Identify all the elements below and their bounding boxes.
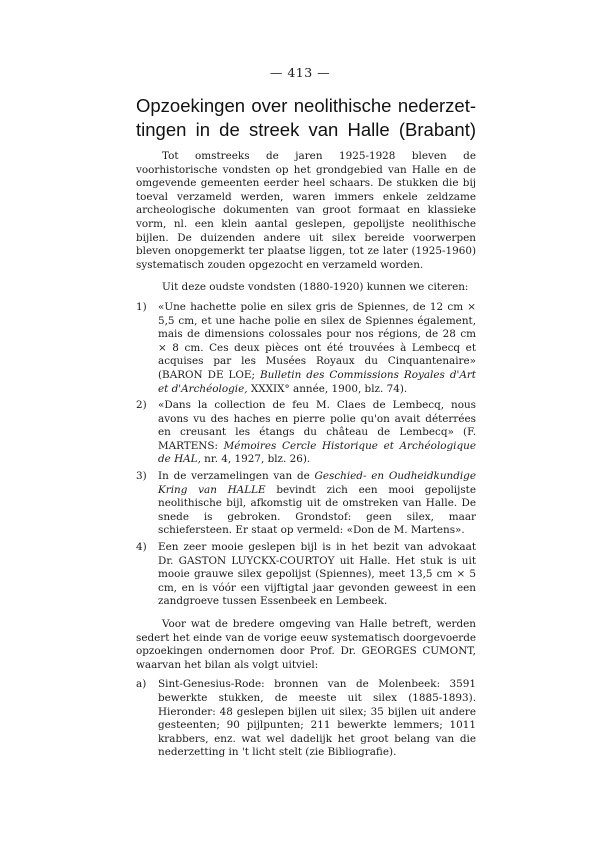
list-item-text: In de verzamelingen van de (158, 470, 315, 483)
list-marker: 4) (136, 541, 147, 554)
page-number: — 413 — (269, 65, 331, 80)
article-title (136, 94, 476, 142)
list-item (136, 399, 476, 467)
list-marker: 2) (136, 399, 147, 412)
list-marker: 1) (136, 300, 147, 313)
list-item-text: «Dans la collection de feu M. Claes de Lembecq, nous avons vu des haches en pierre polie qu'on avait déterrées en creusant les étangs du château de Lembecq» (F. MARTENS: (158, 399, 476, 452)
list-item (136, 678, 476, 760)
research-paragraph: Voor wat de bredere omgeving van Halle betreft, werden sedert het einde van de vorige eeuw systematisch doorgevoerde opzoekingen ondernomen door Prof. Dr. GEORGES CUMONT, waarvan het bilan als volgt uitviel: (136, 618, 476, 671)
list-item-italic: Bulletin des Commissions Royales d'Art et d'Archéologie, (158, 368, 476, 395)
list-marker: a) (136, 678, 147, 691)
list-item-tail: bevindt zich een mooi gepolijste neolithische bijl, afkomstig uit de omstreken van Halle. De snede is gebroken. Grondstof: geen silex, maar schiefersteen. Er staat op vermeld: «Don de M. Martens». (158, 483, 476, 537)
citation-list (136, 301, 476, 609)
article-body (136, 150, 476, 763)
title-line-1: Opzoekingen over neolithische nederzet- (136, 95, 476, 116)
list-item (136, 541, 476, 609)
site-list (136, 678, 476, 760)
cite-intro: Uit deze oudste vondsten (1880-1920) kunnen we citeren: (162, 281, 469, 294)
list-item-text: «Une hachette polie en silex gris de Spiennes, de 12 cm × 5,5 cm, et une hache polie en silex de Spiennes également, mais de dimensions colossales pour nos régions, de 28 cm × 8 cm. Ces deux pièces ont été trouvées à Lembecq et acquises par les Musées Royaux du Cinquantenaire» (BARON DE LOE; (158, 300, 476, 381)
list-item (136, 301, 476, 396)
list-item-text: Een zeer mooie geslepen bijl is in het bezit van advokaat Dr. GASTON LUYCKX-COURTOY uit Halle. Het stuk is uit mooie grauwe silex gepolijst (Spiennes), meet 13,5 cm × 5 cm, en is vóór een vijftigtal jaar gevonden geweest in een zandgroeve tussen Essenbeek en Lembeek. (158, 541, 476, 608)
list-item-italic: Mémoires Cercle Historique et Archéologique de HAL, (158, 439, 476, 466)
list-item-tail: nr. 4, 1927, blz. 26). (200, 453, 311, 466)
list-marker: 3) (136, 470, 147, 483)
title-line-2: tingen in de streek van Halle (Brabant) (136, 119, 476, 140)
list-item (136, 470, 476, 538)
list-item-text: Sint-Genesius-Rode: bronnen van de Molenbeek: 3591 bewerkte stukken, de meeste uit silex (1885-1893). Hieronder: 48 geslepen bijlen uit silex; 35 bijlen uit andere gesteenten; 90 pijlpunten; 211 bewerkte lemmers; 1011 krabbers, enz. wat wel dadelijk het groot belang van die nederzetting in 't licht stelt (zie Bibliografie). (158, 678, 476, 759)
intro-paragraph: Tot omstreeks de jaren 1925-1928 bleven de voorhistorische vondsten op het grondgebied van Halle en de omgevende gemeenten eerder heel schaars. De stukken die bij toeval verzameld werden, waren immers enkele zeldzame archeologische dokumenten van groot formaat en klassieke vorm, nl. een klein aantal geslepen, gepolijste neolithische bijlen. De duizenden andere uit silex bereide voorwerpen bleven onopgemerkt ter plaatse liggen, tot ze later (1925-1960) systematisch zouden opgezocht en verzameld worden. (136, 150, 476, 271)
list-item-italic: Geschied- en Oudheidkundige Kring van HALLE (158, 470, 476, 496)
list-item-tail: XXXIX° année, 1900, blz. 74). (247, 382, 408, 395)
